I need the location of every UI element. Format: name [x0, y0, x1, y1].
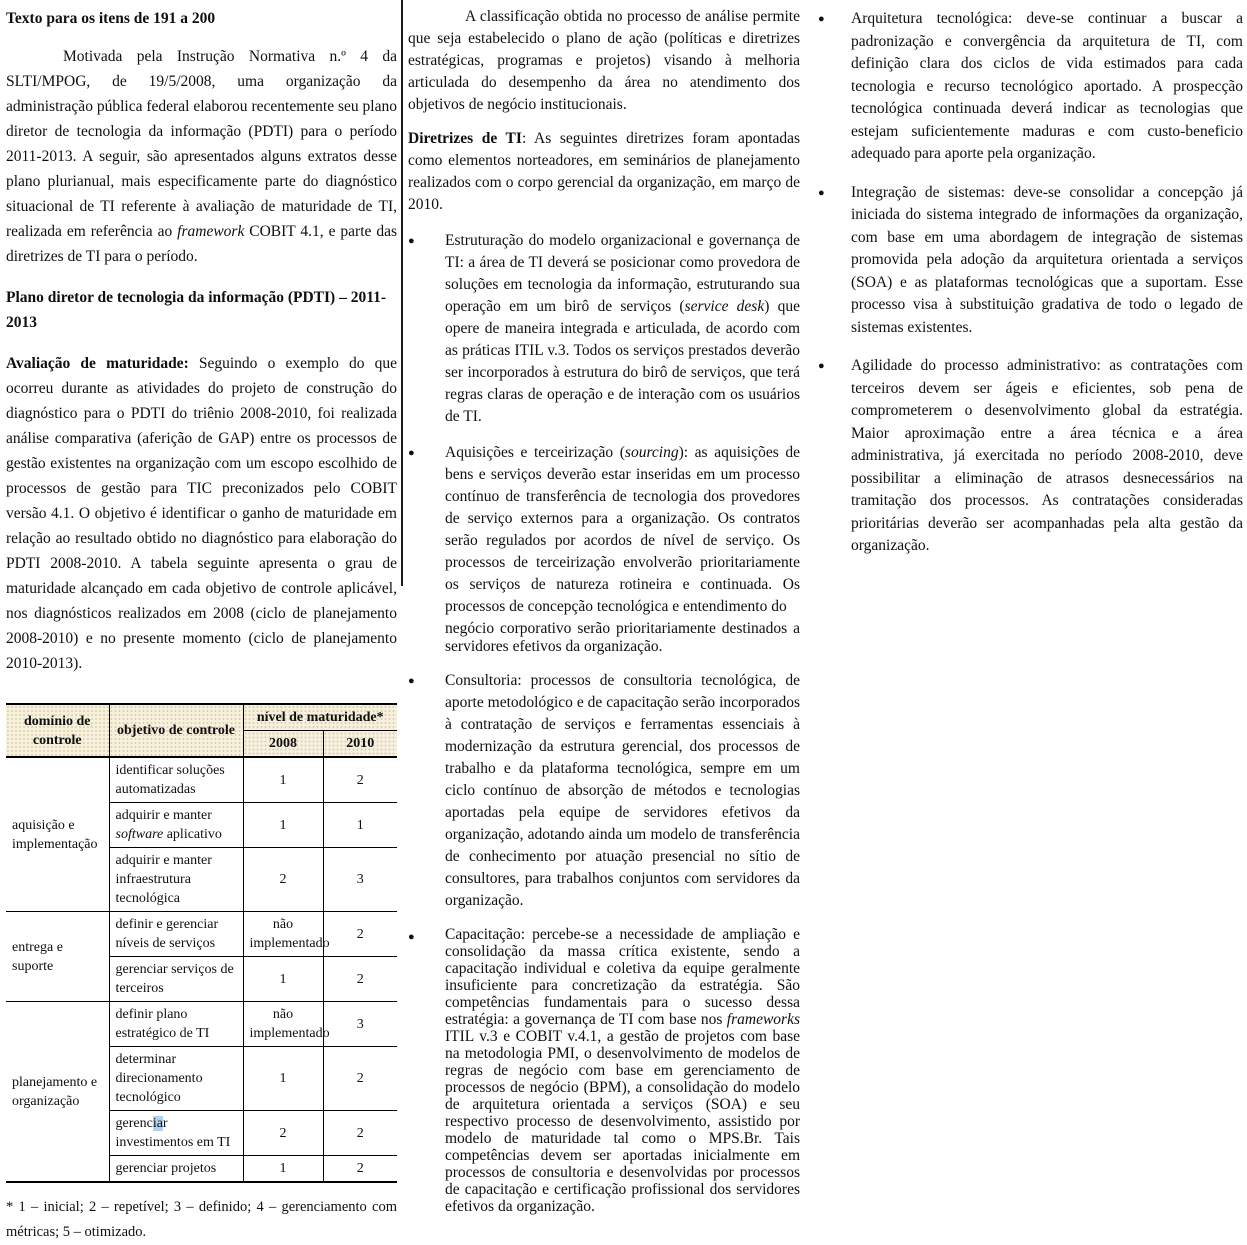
objective-cell: determinar direcionamento tecnológico — [109, 1047, 243, 1111]
bullet-item-agilidade — [818, 355, 1243, 558]
bullet-text — [445, 230, 800, 428]
bullet-item-consultoria — [408, 670, 800, 912]
value-2008: não implementado — [243, 912, 323, 957]
italic-term: software — [115, 827, 164, 842]
value-2008: 1 — [243, 1156, 323, 1183]
bullet-item-capacitacao — [408, 926, 800, 1215]
bullet-item-estruturacao — [408, 230, 800, 428]
header-objective: objetivo de controle — [109, 704, 243, 757]
text-selection-highlight: ia — [152, 1116, 163, 1131]
value-2008: 1 — [243, 1047, 323, 1111]
header-domain: domínio de controle — [6, 704, 109, 757]
value-2010: 2 — [323, 1047, 397, 1111]
classification-paragraph: A classificação obtida no processo de análise permite que seja estabelecido o plano de ação (políticas e diretrizes estratégicas, programas e projetos) visando à melhoria articulada do desempenho da área no atendimento dos objetivos de negócio institucionais. — [408, 8, 800, 113]
text-segment: ): as aquisições de bens e serviços deverão estar inseridas em um processo contínuo de transferência de tecnologia dos provedores de serviço externos para a organização. Os contratos serão regulados por acordos de nível de serviço. Os processos de terceirização envolverão prioritariamente os serviços de natureza rotineira e continuada. Os processos de concepção tecnológica e entendimento do — [445, 444, 800, 615]
objective-cell: definir plano estratégico de TI — [109, 1002, 243, 1047]
bullet-text — [445, 926, 800, 1215]
bullet-icon: ● — [818, 186, 825, 199]
bullet-item-integracao — [818, 182, 1243, 340]
objective-cell: gerenciar projetos — [109, 1156, 243, 1183]
value-2008: 2 — [243, 848, 323, 912]
text-segment: aplicativo — [163, 827, 222, 842]
bullet-text: Integração de sistemas: deve-se consolidar a concepção já iniciada do sistema integrado de informações da organização, com base em uma abordagem de integração de sistemas promovida pela adoção da arquitetura orientada a serviços (SOA) e as plataformas tecnológicas que a suportam. Esse processo visa à substituição gradativa de todo o legado de sistemas existentes. — [851, 183, 1243, 336]
objective-cell: identificar soluções automatizadas — [109, 757, 243, 803]
text-segment: Motivada pela Instrução Normativa n.º 4 da SLTI/MPOG, de 19/5/2008, uma organização da administração pública federal elaborou recentemente seu plano diretor de tecnologia da informação (PDTI) para o período 2011-2013. A seguir, são apresentados alguns extratos desse plano plurianual, mais especificamente parte do diagnóstico situacional de TI referente à avaliação de maturidade de TI, realizada em referência ao — [6, 48, 397, 240]
value-2008: 2 — [243, 1111, 323, 1156]
text-segment: gerenc — [115, 1116, 153, 1131]
objective-cell — [109, 803, 243, 848]
paragraph-lead: Diretrizes de TI — [408, 130, 522, 147]
intro-paragraph — [6, 44, 397, 269]
text-segment: Aquisições e terceirização ( — [445, 444, 625, 461]
bullet-item-arquitetura — [818, 8, 1243, 166]
value-2010: 2 — [323, 757, 397, 803]
header-maturity: nível de maturidade* — [243, 704, 397, 731]
text-segment: r investimentos em TI — [115, 1116, 231, 1150]
value-2008: 1 — [243, 757, 323, 803]
text-segment: adquirir e manter — [115, 808, 212, 823]
bullet-text — [445, 442, 800, 656]
value-2010: 2 — [323, 1111, 397, 1156]
table-header — [6, 704, 397, 757]
italic-term: frameworks — [726, 1011, 800, 1028]
table-row — [6, 757, 397, 803]
objective-cell — [109, 1111, 243, 1156]
italic-term: service desk — [684, 298, 765, 315]
value-2010: 1 — [323, 803, 397, 848]
bullet-icon: ● — [818, 13, 825, 25]
objective-cell: adquirir e manter infraestrutura tecnológica — [109, 848, 243, 912]
maturity-paragraph — [6, 351, 397, 676]
right-column — [818, 0, 1243, 558]
value-2008: não implementado — [243, 1002, 323, 1047]
pdti-heading: Plano diretor de tecnologia da informação (PDTI) – 2011-2013 — [6, 289, 387, 331]
value-2010: 2 — [323, 1156, 397, 1183]
bullet-text: Agilidade do processo administrativo: as contratações com terceiros devem ser ágeis e eficientes, sob pena de comprometerem o desenvolvimento global da estratégia. Maior aproximação entre a área técnica e a área administrativa, já exercitada no período 2008-2010, deve possibilitar a eliminação de atrasos desnecessários na tramitação dos processos. As contratações consideradas prioritárias deverão ser acompanhadas pela alta gestão da organização. — [851, 357, 1243, 554]
text-segment: negócio corporativo serão prioritariamente destinados a servidores efetivos da organização. — [445, 620, 800, 655]
text-segment: Capacitação: percebe-se a necessidade de ampliação e consolidação da massa crítica existente, sendo a capacitação individual e coletiva da equipe geralmente insuficiente para concretização da estratégia. São competências fundamentais para o sucesso dessa estratégia: a governança de TI com base nos — [445, 926, 800, 1028]
text-title: Texto para os itens de 191 a 200 — [6, 10, 216, 27]
bullet-icon: ● — [818, 360, 825, 372]
value-2010: 3 — [323, 1002, 397, 1047]
domain-cell: aquisição e implementação — [6, 757, 109, 912]
domain-cell: entrega e suporte — [6, 912, 109, 1002]
text-segment: ITIL v.3 e COBIT v.4.1, a gestão de projetos com base na metodologia PMI, o desenvolvimento de modelos de regras de negócio com base em gerenciamento de processos de negócio (BPM), a consolidação do modelo de arquitetura orientada a serviços (SOA) e seu respectivo processo de desenvolvimento, assistido por modelo de maturidade tal como o MPS.Br. Tais competências devem ser aportadas inicialmente em processos de consultoria e desenvolvidas por processos de capacitação e certificação profissional dos servidores efetivos da organização. — [445, 1028, 800, 1215]
text-segment: COBIT 4.1, e parte das diretrizes de TI para o período. — [6, 223, 397, 265]
italic-term: framework — [177, 223, 245, 240]
bullet-item-aquisicoes — [408, 442, 800, 656]
header-2010: 2010 — [323, 731, 397, 758]
value-2010: 2 — [323, 957, 397, 1002]
objective-cell: gerenciar serviços de terceiros — [109, 957, 243, 1002]
maturity-table — [6, 703, 397, 1183]
value-2008: 1 — [243, 803, 323, 848]
bullet-text: Arquitetura tecnológica: deve-se continuar a buscar a padronização e convergência da arquitetura de TI, com definição clara dos ciclos de vida estimados para cada tecnologia e recurso tecnológico aportado. A prospecção tecnológica continuada deverá indicar as tecnologias que estejam suficientemente maduras e com custo-beneficio adequado para aporte pela organização. — [851, 10, 1243, 162]
paragraph-lead: Avaliação de maturidade: — [6, 355, 189, 372]
bullet-icon: ● — [408, 235, 415, 247]
header-2008: 2008 — [243, 731, 323, 758]
value-2010: 2 — [323, 912, 397, 957]
bullet-icon: ● — [408, 447, 415, 459]
table-row — [6, 1002, 397, 1047]
column-divider — [401, 0, 403, 586]
text-segment: : As seguintes diretrizes foram apontadas como elementos norteadores, em seminários de planejamento realizados com o corpo gerencial da organização, em março de 2010. — [408, 130, 800, 213]
objective-cell: definir e gerenciar níveis de serviços — [109, 912, 243, 957]
value-2010: 3 — [323, 848, 397, 912]
domain-cell: planejamento e organização — [6, 1002, 109, 1183]
text-segment: Estruturação do modelo organizacional e governança de TI: a área de TI deverá se posicionar como provedora de soluções em tecnologia da informação, estruturando sua operação em um birô de serviços ( — [445, 232, 800, 315]
italic-term: sourcing — [624, 444, 679, 461]
bullet-text: Consultoria: processos de consultoria tecnológica, de aporte metodológico e de capacitação serão incorporados à contratação de serviços e ferramentas essenciais à modernização da estrutura gerencial, dos processos de trabalho e da plataforma tecnológica, sempre em um ciclo contínuo de absorção de métodos e tecnologias aportadas pela equipe de servidores efetivos da organização, adotando ainda um modelo de transferência de conhecimento por atuação presencial no sítio de consultores, para trabalhos conjuntos com servidores da organização. — [445, 672, 800, 909]
guidelines-paragraph — [408, 128, 800, 216]
table-row — [6, 912, 397, 957]
value-2008: 1 — [243, 957, 323, 1002]
bullet-icon: ● — [408, 931, 415, 943]
text-segment: ) que opere de maneira integrada e articulada, de acordo com as práticas ITIL v.3. Todos os serviços prestados deverão ser incorporados à estrutura do birô de serviços, que terá regras claras de operação e de interação com os usuários de TI. — [445, 298, 800, 425]
text-segment: Seguindo o exemplo do que ocorreu durante as atividades do projeto de construção do diagnóstico para o PDTI do triênio 2008-2010, foi realizada análise comparativa (aferição de GAP) entre os processos de gestão existentes na organização com um escopo escolhido de processos de gestão para TIC preconizados pelo COBIT versão 4.1. O objetivo é identificar o ganho de maturidade em relação ao resultado obtido no diagnóstico para elaboração do PDTI 2008-2010. A tabela seguinte apresenta o grau de maturidade alcançado em cada objetivo de controle aplicável, nos diagnósticos realizados em 2008 (ciclo de planejamento 2008-2010) e no presente momento (ciclo de planejamento 2010-2013). — [6, 355, 397, 672]
table-footnote: * 1 – inicial; 2 – repetível; 3 – definido; 4 – gerenciamento com métricas; 5 – otimizado. — [6, 1199, 397, 1240]
middle-column — [408, 0, 800, 1215]
left-column — [6, 0, 397, 1245]
bullet-icon: ● — [408, 675, 415, 687]
